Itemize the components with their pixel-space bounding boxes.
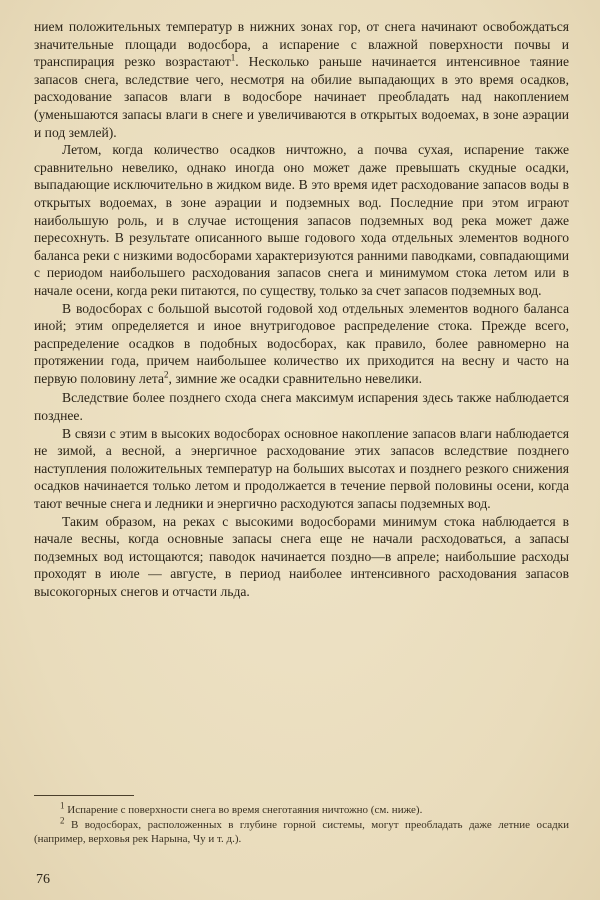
paragraph-2: Летом, когда количество осадков ничтожно, а почва сухая, испарение также сравнительно невелико, однако иногда оно может даже превышать скудные осадки, выпадающие исключительно в жидком виде. В это время идет расходование запасов воды в открытых водоемах, в зоне аэрации и подземных вод. Последние при этом играют наибольшую роль, и в случае истощения запасов подземных вод река может даже пересохнуть. В результате описанного выше годового хода отдельных элементов водного баланса реки с низкими водосборами характеризуются ранними паводками, совпадающими с периодом наибольшего расходования запасов снега и минимумом стока летом или в начале осени, когда реки питаются, по существу, только за счет запасов подземных вод. [34, 142, 569, 298]
footnote-1: $^1$ Испарение с поверхности снега во время снеготаяния ничтожно (см. ниже). [60, 800, 423, 816]
paragraph-3: В водосборах с большой высотой годовой ход отдельных элементов водного баланса иной; этим определяется и иное внутригодовое распределение стока. Прежде всего, распределение осадков в подобных водосборах, как правило, более равномерно на протяжении года, причем наибольшее количество их приходится на весну и часто на первую половину лета$^2$, зимние же осадки сравнительно невелики. [34, 300, 569, 386]
paragraph-4: Вследствие более позднего схода снега максимум испарения здесь также наблюдается позднее. [34, 390, 569, 424]
footnotes [34, 800, 569, 847]
footnote-divider [34, 795, 134, 796]
footnote-2: $^2$ В водосборах, расположенных в глубине горной системы, могут преобладать даже летние осадки (например, верховья рек Нарына, Чу и т. д.). [34, 814, 569, 845]
main-text [34, 18, 569, 601]
footnote-ref-2: 2 [164, 369, 169, 380]
page-number: 76 [36, 872, 50, 887]
paragraph-6: Таким образом, на реках с высокими водосборами минимум стока наблюдается в начале весны, когда основные запасы снега еще не начали расходоваться, а запасы подземных вод истощаются; паводок начинается поздно—в апреле; наибольшие расходы проходят в июле — августе, в период наиболее интенсивного расходования запасов высокогорных снегов и отчасти льда. [34, 513, 569, 599]
paragraph-5: В связи с этим в высоких водосборах основное накопление запасов влаги наблюдается не зимой, а весной, а энергичное расходование этих запасов вследствие позднего наступления положительных температур на больших высотах и позднего резкого снижения осадков начинается только летом и продолжается в течение первой половины осени, когда тают вечные снега и ледники и энергично расходуются запасы подземных вод. [34, 425, 569, 512]
paragraph-1: нием положительных температур в нижних зонах гор, от снега начинают освобождаться значительные площади водосбора, а испарение с влажной поверхности почвы и транспирация резко возрастают$^1$. Несколько раньше начинается интенсивное таяние запасов снега, вследствие чего, несмотря на обилие выпадающих в это время осадков, расходование запасов влаги в водосборе начинает преобладать над накоплением (уменьшаются запасы влаги в снеге и увеличиваются в открытых водоемах, в зоне аэрации и под землей). [34, 19, 570, 140]
footnote-ref-1: 1 [230, 52, 236, 63]
